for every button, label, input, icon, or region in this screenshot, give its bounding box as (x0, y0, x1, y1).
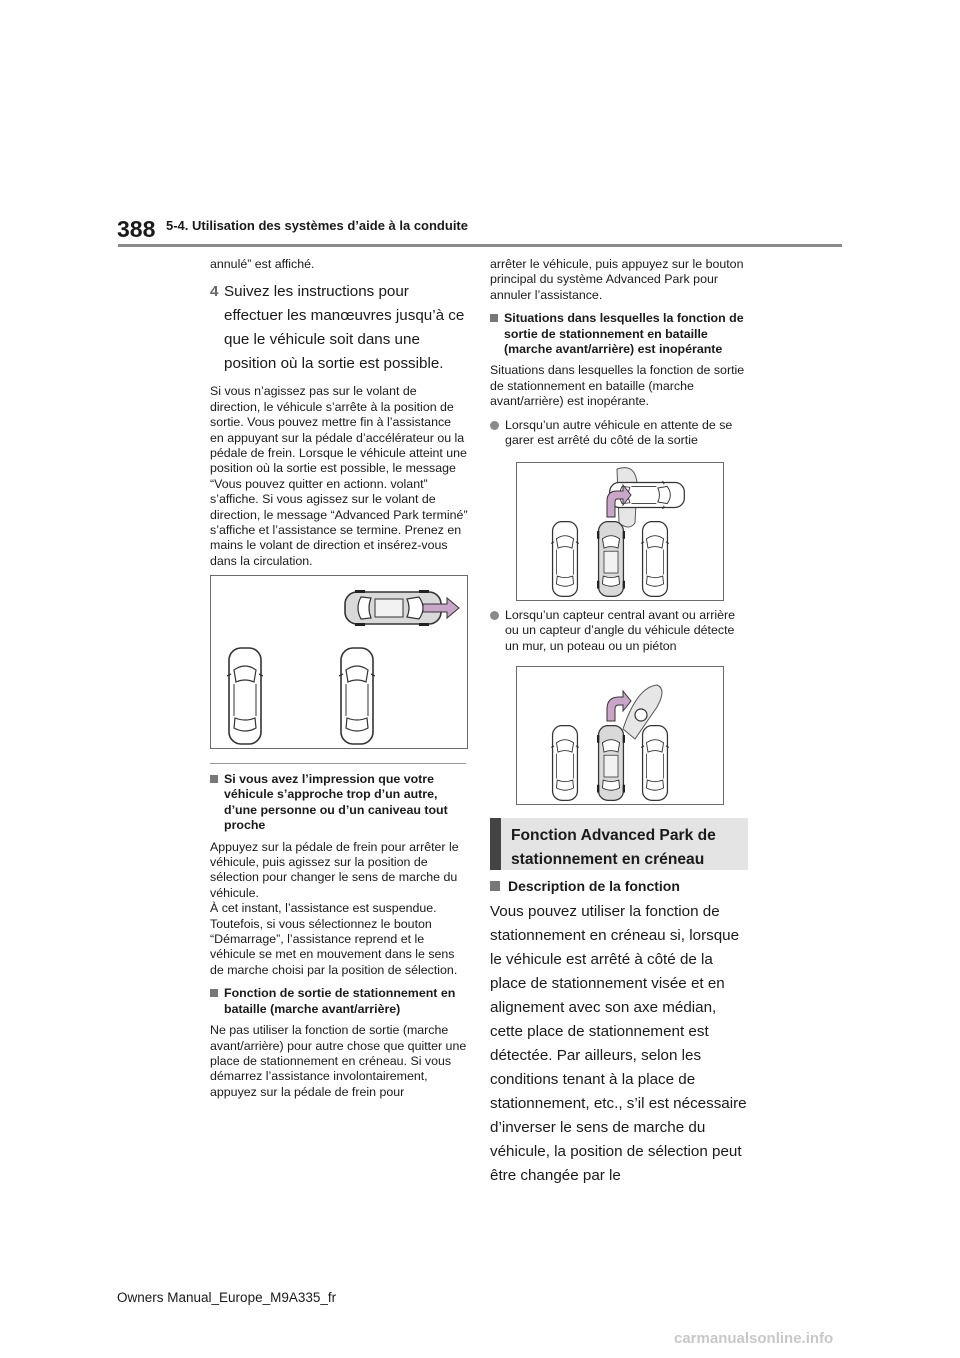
parked-car-1 (551, 522, 579, 597)
heading-description (490, 878, 748, 894)
right-intro: arrêter le véhicule, puis appuyez sur le bouton principal du système Advanced Park pour annuler l’assistance. (490, 257, 744, 302)
step-4 (210, 280, 468, 376)
figure-exit-forward (210, 575, 468, 749)
description-body: Vous pouvez utiliser la fonction de stationnement en créneau si, lorsque le véhicule est arrêté à côté de la place de stationnement visée et en alignement avec son axe médian, cette place de stationnement est détectée. Par ailleurs, selon les conditions tenant à la place de stationnement, etc., s’il est nécessaire d’inverser le sens de marche du véhicule, la position de sélection peut être changée par le (490, 903, 747, 1184)
accent-bar (490, 818, 501, 870)
step-text: Suivez les instructions pour effectuer les manœuvres jusqu’à ce que le véhicule soit dans une position où la sortie est possible. (224, 283, 465, 373)
heading-text: Si vous avez l’impression que votre véhicule s’approche trop d’un autre, d’une personne ou d’un caniveau tout proche (224, 772, 448, 833)
bullet-sensor (490, 608, 748, 654)
sensor-detection-illustration (517, 667, 723, 804)
waiting-vehicle-illustration (517, 463, 723, 600)
bullet-text: Lorsqu’un capteur central avant ou arrière ou un capteur d’angle du véhicule détecte un mur, un poteau ou un piéton (505, 608, 736, 653)
square-bullet-icon (210, 989, 218, 997)
page-number: 388 (117, 216, 156, 242)
intro-text: annulé” est affiché. (210, 257, 315, 271)
para-suspended: À cet instant, l’assistance est suspendue. Toutefois, si vous sélectionnez le bouton “Démarrage”, l’assistance reprend et le véhicule se met en mouvement dans le sens de marche choisi par la position de sélection. (210, 901, 458, 977)
section-title: 5-4. Utilisation des systèmes d’aide à la conduite (166, 218, 468, 233)
right-column-lower (490, 864, 748, 1196)
left-column-lower (210, 764, 468, 1108)
step-note: Si vous n’agissez pas sur le volant de direction, le véhicule s’arrête à la position de sortie. Vous pouvez mettre fin à l’assistance en appuyant sur la pédale d’accélérateur ou la pédale de frein. Lorsque le véhicule atteint une position où la sortie est possible, le message “Vous pouvez quitter en actionn. volant” s’affiche. Si vous agissez sur le volant de direction, le message “Advanced Park terminé” s’affiche et l’assistance se termine. Prenez en mains le volant de direction et insérez-vous dans la circulation. (210, 384, 468, 568)
footer-text: Owners Manual_Europe_M9A335_fr (117, 1290, 337, 1305)
step-number: 4 (210, 283, 219, 301)
heading-too-close (210, 772, 468, 834)
parked-car-left (227, 648, 263, 744)
para-brake: Appuyez sur la pédale de frein pour arrêter le véhicule, puis agissez sur la position de sélection pour changer le sens de marche du véhicule. (210, 839, 459, 900)
bullet-text: Lorsqu’un autre véhicule en attente de se garer est arrêté du côté de la sortie (505, 417, 733, 448)
section-header-parallel-parking (490, 818, 748, 870)
pedestrian (635, 709, 647, 721)
heading-exit-function (210, 986, 468, 1017)
square-bullet-icon (210, 775, 218, 783)
own-car (597, 726, 625, 801)
heading-text: Fonction de sortie de stationnement en bataille (marche avant/arrière) (224, 986, 456, 1016)
square-bullet-icon (490, 314, 498, 322)
watermark: carmanualsonline.info (674, 1330, 834, 1347)
parked-car-3 (641, 522, 669, 597)
heading-text: Description de la fonction (508, 878, 680, 894)
figure-sensor-detection (516, 666, 724, 805)
figure-waiting-vehicle (516, 462, 724, 601)
left-column (210, 257, 468, 577)
own-car (597, 522, 625, 597)
round-bullet-icon (490, 611, 499, 620)
exit-forward-illustration (211, 576, 467, 748)
parked-car-3 (641, 726, 669, 801)
para-inoperative: Situations dans lesquelles la fonction de sortie de stationnement en bataille (marche avant/arrière) est inopérante. (490, 363, 745, 409)
header-rule (118, 244, 842, 247)
parked-car-right (339, 648, 375, 744)
section-header-text: Fonction Advanced Park de stationnement en créneau (511, 827, 716, 868)
heading-inoperative (490, 311, 748, 357)
right-column-mid (490, 600, 748, 662)
heading-text: Situations dans lesquelles la fonction de sortie de stationnement en bataille (marche avant/arrière) est inopérante (504, 311, 744, 357)
parked-car-1 (551, 726, 579, 801)
bullet-waiting-vehicle (490, 418, 748, 449)
right-column (490, 257, 748, 456)
square-bullet-icon (490, 881, 500, 891)
round-bullet-icon (490, 421, 499, 430)
para-exit-usage: Ne pas utiliser la fonction de sortie (marche avant/arrière) pour autre chose que quitter une place de stationnement en créneau. Si vous démarrez l’assistance involontairement, appuyez sur la pédale de frein pour (210, 1023, 467, 1099)
